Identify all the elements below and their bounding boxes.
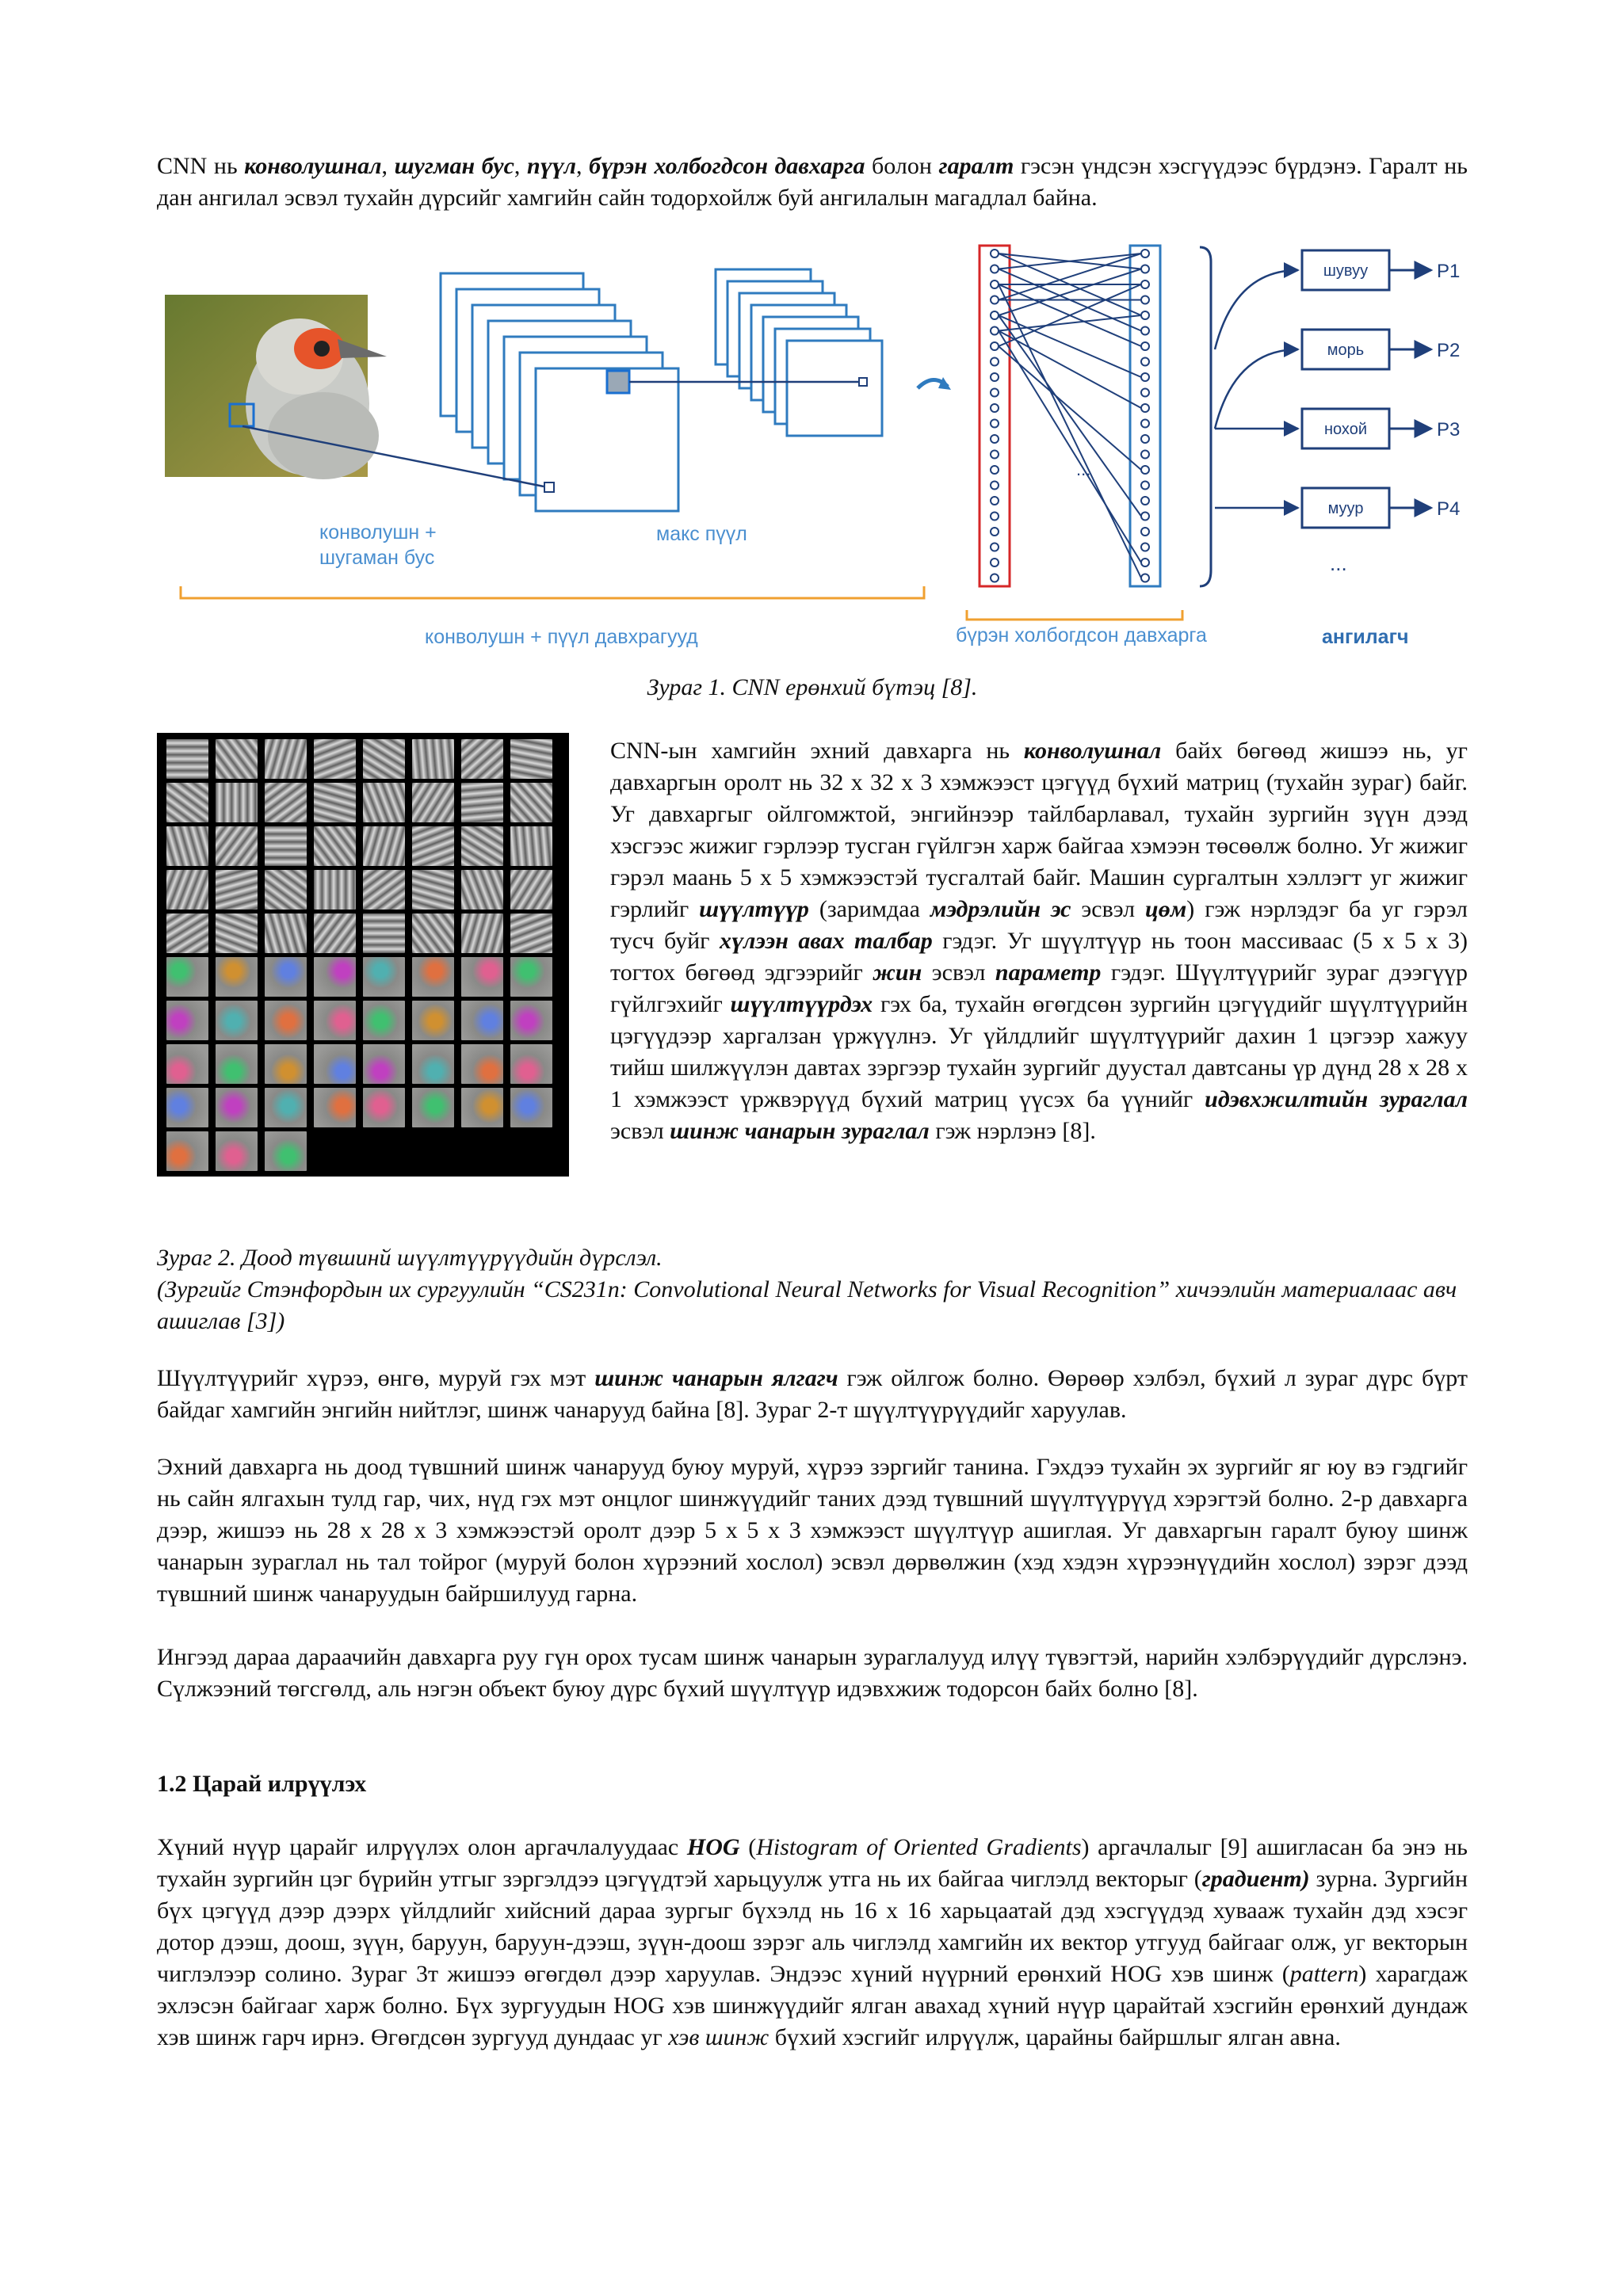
filter-tile xyxy=(461,870,503,910)
neuron xyxy=(1141,435,1149,443)
paragraph-filters xyxy=(157,1363,1468,1426)
section-heading: 1.2 Царай илрүүлэх xyxy=(157,1771,367,1797)
filter-tile xyxy=(216,870,258,910)
neuron xyxy=(991,513,999,521)
neuron xyxy=(1141,574,1149,582)
filter-tile xyxy=(412,783,454,822)
neuron xyxy=(1141,528,1149,536)
filter-tile xyxy=(510,957,552,997)
filter-tile xyxy=(461,1044,503,1084)
fc-ellipsis: ... xyxy=(1076,460,1091,479)
term-gradient: градиент) xyxy=(1201,1866,1310,1892)
neuron xyxy=(991,265,999,273)
filter-tile xyxy=(461,739,503,779)
neuron xyxy=(1141,420,1149,428)
filter-tile xyxy=(363,739,405,779)
term: хүлээн авах талбар xyxy=(719,928,933,954)
filter-tile xyxy=(412,1044,454,1084)
neuron xyxy=(1141,373,1149,381)
term-pattern: pattern xyxy=(1289,1961,1359,1987)
term: цөм xyxy=(1145,896,1187,922)
neuron xyxy=(1141,342,1149,350)
filter-tile xyxy=(314,1001,356,1040)
term-hog: HOG xyxy=(686,1834,740,1860)
term-convolutional: конволушнал xyxy=(244,153,382,179)
filter-tile xyxy=(265,1088,307,1127)
paragraph-deeper-layers: Ингээд дараа дараачийн давхарга руу гүн орох тусам шинж чанарын зураглалууд илүү түвэгтэй, нарийн хэлбэрүүдийг дүрслэнэ. Сүлжээний төгсгөлд, аль нэгэн объект буюу дүрс бүхий шүүлтүүр идэвхжиж тодорсон байх болно [8]. xyxy=(157,1644,1468,1702)
neuron xyxy=(991,358,999,366)
label-classifier: ангилагч xyxy=(1322,626,1409,648)
neuron xyxy=(991,404,999,412)
neuron xyxy=(1141,559,1149,566)
term: шинж чанарын зураглал xyxy=(670,1118,930,1144)
filter-tile xyxy=(265,783,307,822)
filter-tile xyxy=(265,1131,307,1171)
filter-tile xyxy=(314,826,356,866)
filter-tile xyxy=(166,1044,208,1084)
neuron xyxy=(991,466,999,474)
filter-tile xyxy=(216,957,258,997)
neuron xyxy=(1141,250,1149,257)
filter-tile xyxy=(510,1044,552,1084)
text-run: гэх ба, тухайн өгөгдсөн зургийн цэгүүдийг шүүлтүүрийн цэгүүдээр харгалзан үржүүлнэ. Уг үйлдлийг шүүлтүүрийг дахин 1 цэгээр хажуу тийш шилжүүлэн давтах зэргээр тухайн зургийг дуустал давтсаны үр дүнд 28 x 28 x 1 хэмжээст үржвэрүүд бүхий матриц үүсэх ба үүнийг xyxy=(610,991,1468,1112)
neuron xyxy=(991,280,999,288)
class-ellipsis: ... xyxy=(1330,551,1347,575)
neuron xyxy=(991,543,999,551)
neuron xyxy=(991,250,999,257)
neuron xyxy=(1141,404,1149,412)
neuron xyxy=(991,296,999,304)
text-run: зурна. Зургийн бүх цэгүүд дээр дээрх үйлдлийг хийсний дараа зургыг бүхэлд нь 16 x 16 харьцаатай дэд хэсгүүдэд хувааж тухайн дэд хэсэг дотор дээш, доош, зүүн, баруун, баруун-дээш, зүүн-доош зэрэг аль чиглэлд хамгийн их вектор утгууд байгааг олж, уг векторын чиглэлээр солино. Зураг 3т жишээ өгөгдөл дээр харуулав. Эндээс хүний нүүрний ерөнхий HOG хэв шинж ( xyxy=(157,1866,1468,1987)
filter-tile xyxy=(216,826,258,866)
filter-tile xyxy=(314,957,356,997)
neuron xyxy=(1141,389,1149,397)
text-run: болон xyxy=(865,153,939,179)
filter-tile xyxy=(166,1001,208,1040)
filter-tile xyxy=(314,1044,356,1084)
text-run: CNN-ын хамгийн эхний давхарга нь xyxy=(610,738,1024,764)
neuron xyxy=(1141,497,1149,505)
neuron xyxy=(1141,280,1149,288)
text-run: бүхий хэсгийг илрүүлж, царайны байршлыг ялган авна. xyxy=(769,2024,1341,2050)
bracket-fc xyxy=(967,610,1182,620)
text-run: ) харагдаж эхлэсэн байгааг харж болно. Бүх зургуудын HOG хэв шинжүүдийг ялган авахад хүний нүүр царайтай хэсгийн ерөнхий дундаж хэв шинж гарч ирнэ. Өгөгдсөн зургууд дундаас уг xyxy=(157,1961,1468,2050)
prob-label: P3 xyxy=(1437,419,1461,441)
label-maxpool: макс пүүл xyxy=(656,523,747,545)
neuron xyxy=(1141,451,1149,459)
neuron xyxy=(1141,358,1149,366)
classifier-arrows xyxy=(1215,270,1298,508)
filter-tile xyxy=(510,1001,552,1040)
class-label: морь xyxy=(1327,341,1365,359)
term: конволушнал xyxy=(1023,738,1162,764)
filter-tile xyxy=(265,1001,307,1040)
class-boxes xyxy=(1302,250,1460,575)
label-conv: конволушн + xyxy=(319,521,437,543)
neuron xyxy=(1141,513,1149,521)
filter-tile xyxy=(216,1131,258,1171)
filter-tile xyxy=(412,870,454,910)
prob-label: P4 xyxy=(1437,498,1461,520)
filter-tile xyxy=(461,1088,503,1127)
text-run: , xyxy=(576,153,590,179)
neuron xyxy=(991,482,999,490)
text-run: , xyxy=(514,153,527,179)
text-run: ) гэж нэрлэдэг ба уг гэрэл тусч буйг xyxy=(610,896,1468,954)
term: шинж чанарын ялгагч xyxy=(594,1365,838,1391)
term-output: гаралт xyxy=(938,153,1014,179)
filter-tile xyxy=(510,913,552,953)
bracket-conv-pool xyxy=(181,586,924,598)
connection xyxy=(999,284,1141,578)
filter-tile xyxy=(265,913,307,953)
filter-tile xyxy=(461,957,503,997)
filter-tile xyxy=(166,739,208,779)
filter-tile xyxy=(510,1088,552,1127)
filter-tile xyxy=(363,783,405,822)
connection xyxy=(999,346,1141,470)
filter-tile xyxy=(363,957,405,997)
connection xyxy=(999,331,1141,409)
filter-tile xyxy=(265,739,307,779)
classifier-bracket xyxy=(1200,247,1211,586)
neuron xyxy=(991,435,999,443)
text-run: эсвэл xyxy=(1071,896,1146,922)
filter-tile xyxy=(216,1088,258,1127)
text-run: Шүүлтүүрийг хүрээ, өнгө, муруй гэх мэт xyxy=(157,1365,595,1391)
filter-tile xyxy=(412,913,454,953)
paragraph-first-layer: Эхний давхарга нь доод түвшний шинж чанарууд буюу муруй, хүрээ зэргийг танина. Гэхдээ тухайн эх зургийг яг юу вэ гэдгийг нь сайн ялгахын тулд гар, чих, нүд гэх мэт онцлог шинжүүдийг таних дээд түвшний шүүлтүүрүүд хэрэгтэй болно. 2-р давхарга дээр, жишээ нь 28 x 28 x 3 хэмжээстэй оролт дээр 5 x 5 x 3 хэмжээст шүүлтүүр ашиглая. Уг давхаргын гаралт буюу шинж чанарын зураглал нь тал тойрог (муруй болон хүрээний хослол) эсвэл дөрвөлжин (хэд хэдэн хүрээнүүдийн хослол) зэрэг дээд түвшний шинж чанаруудын байршилууд гарна. xyxy=(157,1454,1468,1607)
term-hog-full: Histogram of Oriented Gradients xyxy=(756,1834,1082,1860)
filter-tile xyxy=(363,870,405,910)
text-run: эсвэл xyxy=(610,1118,670,1144)
filter-tile xyxy=(461,783,503,822)
term-fully-connected: бүрэн холбогдсон давхарга xyxy=(589,153,865,179)
neuron xyxy=(991,528,999,536)
diagram-labels xyxy=(319,521,1409,648)
text-run: байх бөгөөд жишээ нь, уг давхаргын оролт нь 32 x 32 x 3 хэмжээст цэгүүд бүхий матриц (тухайн зураг) байг. Уг давхаргыг ойлгомжтой, энгийнээр тайлбарлавал, тухайн зургийн зүүн дээд хэсгээс жижиг гэрлээр тусган гүйлгэн харж байгаа хэмээн төсөөлж болно. Уг жижиг гэрэл маань 5 x 5 хэмжээстэй тусгалтай байг. Машин сургалтын хэллэгт уг жижиг гэрлийг xyxy=(610,738,1468,922)
text-run: ( xyxy=(739,1834,757,1860)
filter-tile xyxy=(363,1001,405,1040)
filter-tile xyxy=(166,1131,208,1171)
pool-window xyxy=(607,371,629,393)
filter-tile xyxy=(510,826,552,866)
neuron xyxy=(991,373,999,381)
pooled-maps xyxy=(716,269,882,436)
prob-label: P2 xyxy=(1437,340,1461,361)
paragraph-hog xyxy=(157,1832,1468,2054)
term: жин xyxy=(873,959,922,986)
filter-tile xyxy=(412,1088,454,1127)
label-nonlinear: шугаман бус xyxy=(319,547,435,569)
conv-feature-maps xyxy=(441,273,678,511)
figure-cnn-architecture xyxy=(157,238,1468,673)
filter-tile xyxy=(166,913,208,953)
term: шүүлтүүрдэх xyxy=(730,991,873,1017)
neuron xyxy=(991,574,999,582)
paragraph-conv-layer xyxy=(610,735,1468,1147)
prob-label: P1 xyxy=(1437,261,1461,282)
term-pooling: пүүл xyxy=(526,153,577,179)
neuron xyxy=(1141,311,1149,319)
label-conv-pool-layers: конволушн + пүүл давхрагууд xyxy=(425,626,698,648)
classifier-arrow xyxy=(1215,270,1298,349)
filter-tile xyxy=(216,739,258,779)
filter-tile xyxy=(265,826,307,866)
filter-tile xyxy=(363,1044,405,1084)
neuron xyxy=(991,389,999,397)
text-run: ) аргачлалыг [9] ашигласан ба энэ нь тухайн зургийн цэг бүрийн утгыг зэргэлдээ цэгүүдтэй харьцуулж утга нь их байгаа чиглэлд векторыг ( xyxy=(157,1834,1468,1892)
filter-tile xyxy=(265,870,307,910)
filter-tile xyxy=(363,1088,405,1127)
fc-neurons xyxy=(1141,250,1149,582)
neuron xyxy=(1141,466,1149,474)
filter-tile xyxy=(412,1001,454,1040)
class-label: муур xyxy=(1327,500,1364,517)
filter-tile xyxy=(510,870,552,910)
text-run: гэдэг. Уг шүүлтүүр нь тоон массиваас (5 x 5 x 3) тогтох бөгөөд эдгээрийг xyxy=(610,928,1468,986)
neuron xyxy=(991,497,999,505)
filter-tile xyxy=(461,826,503,866)
term: шүүлтүүр xyxy=(699,896,809,922)
neuron xyxy=(1141,482,1149,490)
label-fully-connected: бүрэн холбогдсон давхарга xyxy=(956,624,1207,646)
neuron xyxy=(991,327,999,335)
text-run: гэсэн үндсэн хэсгүүдээс бүрдэнэ. Гаралт нь дан ангилал эсвэл тухайн дүрсийг хамгийн сайн тодорхойлж буй ангилалын магадлал байна. xyxy=(157,153,1468,211)
bird-photo xyxy=(165,295,387,479)
figure-filter-grid xyxy=(157,733,569,1177)
filter-tile xyxy=(510,783,552,822)
filter-tile xyxy=(216,1001,258,1040)
filter-tile xyxy=(166,783,208,822)
filter-tile xyxy=(461,1001,503,1040)
filter-tile xyxy=(166,957,208,997)
text-run: , xyxy=(381,153,395,179)
filter-tile xyxy=(314,913,356,953)
filter-tile xyxy=(412,957,454,997)
text-run: CNN нь xyxy=(157,153,245,179)
filter-tile xyxy=(314,1088,356,1127)
filter-tile xyxy=(166,826,208,866)
flatten-neurons xyxy=(991,250,999,582)
neuron xyxy=(1141,543,1149,551)
filter-tile xyxy=(216,1044,258,1084)
filter-tile xyxy=(510,739,552,779)
neuron xyxy=(991,420,999,428)
filter-tile xyxy=(363,826,405,866)
figure1-caption: Зураг 1. CNN ерөнхий бүтэц [8]. xyxy=(647,674,978,700)
neuron xyxy=(991,342,999,350)
classifier-arrow xyxy=(1215,349,1298,429)
filter-tile xyxy=(461,913,503,953)
filter-tile xyxy=(166,870,208,910)
filter-tile xyxy=(314,870,356,910)
neuron xyxy=(1141,296,1149,304)
class-label: шувуу xyxy=(1323,262,1369,280)
cnn-diagram xyxy=(157,238,1468,673)
filter-tile xyxy=(314,739,356,779)
neuron xyxy=(991,559,999,566)
class-label: нохой xyxy=(1323,421,1368,438)
text-run: гэж ойлгож болно. Өөрөөр хэлбэл, бүхий л зураг дүрс бүрт байдаг хамгийн энгийн нийтлэг, шинж чанарууд байна [8]. Зураг 2-т шүүлтүүрүүдийг харуулав. xyxy=(157,1365,1468,1423)
neuron xyxy=(1141,327,1149,335)
filter-tile xyxy=(216,783,258,822)
text-run: гэдэг. Шүүлтүүрийг зураг дээгүүр гүйлгэхийг xyxy=(610,959,1468,1017)
fc-connections xyxy=(999,254,1141,578)
term-pattern-mn: хэв шинж xyxy=(668,2024,769,2050)
filter-tile xyxy=(314,783,356,822)
text-run: (заримдаа xyxy=(808,896,930,922)
filter-tile xyxy=(412,739,454,779)
term: идэвхжилтийн зураглал xyxy=(1205,1086,1468,1112)
text-run: гэж нэрлэнэ [8]. xyxy=(929,1118,1096,1144)
neuron xyxy=(991,451,999,459)
filter-tile xyxy=(265,1044,307,1084)
term-nonlinear: шугман бус xyxy=(394,153,514,179)
filter-tile xyxy=(412,826,454,866)
filter-tile xyxy=(265,957,307,997)
text-run: Хүний нүүр царайг илрүүлэх олон аргачлалуудаас xyxy=(157,1834,687,1860)
text-run: эсвэл xyxy=(922,959,995,986)
figure2-caption-title: Зураг 2. Доод түвшинй шүүлтүүрүүдийн дүрслэл. xyxy=(157,1245,663,1271)
neuron xyxy=(991,311,999,319)
term: параметр xyxy=(995,959,1102,986)
filter-tile xyxy=(363,913,405,953)
filter-tile xyxy=(166,1088,208,1127)
figure2-caption-source: (Зургийг Стэнфордын их сургуулийн “CS231n: Convolutional Neural Networks for Visual Recognition” хичээлийн материалаас авч ашиглав [3]) xyxy=(157,1276,1457,1334)
neuron xyxy=(1141,265,1149,273)
intro-paragraph xyxy=(157,151,1468,214)
term: мэдрэлийн эс xyxy=(930,896,1071,922)
filter-tile xyxy=(216,913,258,953)
